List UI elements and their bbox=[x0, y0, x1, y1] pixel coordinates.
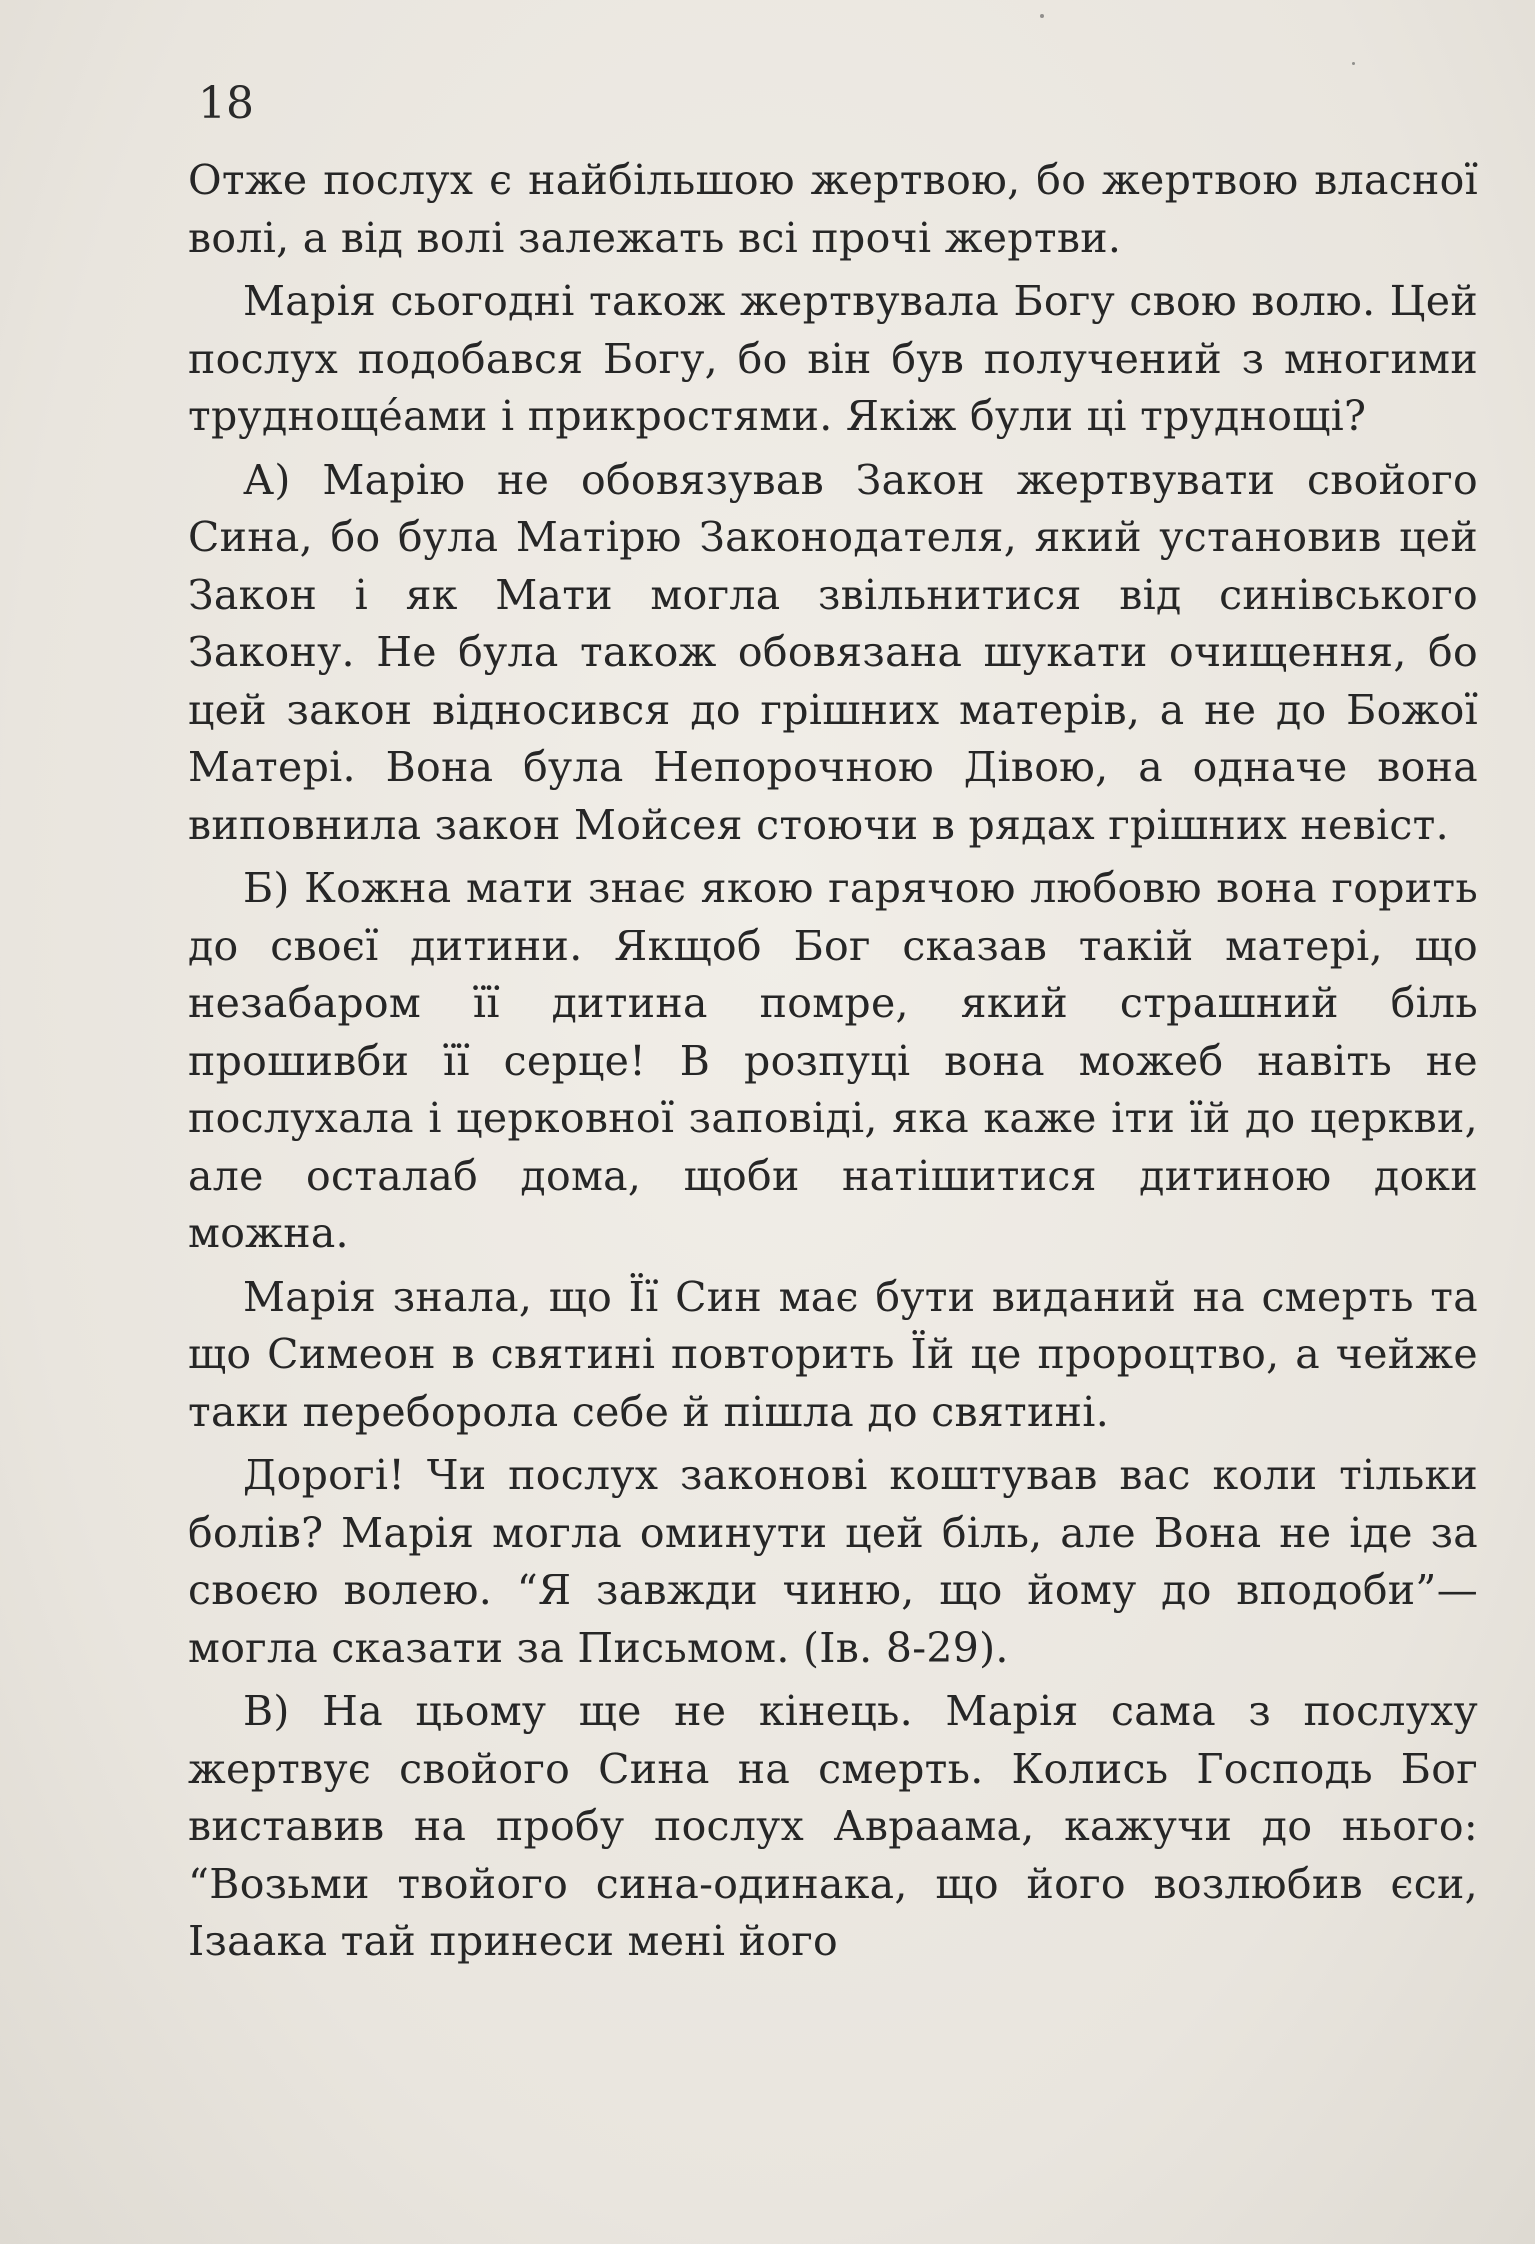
ink-speck bbox=[1352, 62, 1355, 65]
paragraph: Отже послух є найбільшою жертвою, бо жертвою власної волі, а від волі залежать всі прочі жертви. bbox=[188, 156, 1478, 262]
paragraph: Б) Кожна мати знає якою гарячою любовю вона горить до своєї дитини. Якщоб Бог сказав такій матері, що незабаром її дитина помре, який страшний біль прошивби її серце! В розпуці вона можеб навіть не послухала і церковної заповіді, яка каже іти їй до церкви, але осталаб дома, щоби натішитися дитиною доки можна. bbox=[188, 864, 1478, 1257]
page-number: 18 bbox=[198, 78, 254, 129]
body-text bbox=[188, 152, 1478, 1977]
ink-speck bbox=[1040, 14, 1044, 18]
paragraph: Марія сьогодні також жертвувала Богу свою волю. Цей послух подобався Богу, бо він був получений з многими трудноще́ами і прикростями. Якіж були ці труднощі? bbox=[188, 277, 1478, 440]
paragraph: В) На цьому ще не кінець. Марія сама з послуху жертвує свойого Сина на смерть. Колись Господь Бог виставив на пробу послух Авраама, кажучи до нього: “Возьми твойого сина-одинака, що його возлюбив єси, Ізаака тай принеси мені його bbox=[188, 1687, 1478, 1965]
paragraph: А) Марію не обовязував Закон жертвувати свойого Сина, бо була Матірю Законодателя, який установив цей Закон і як Мати могла звільнитися від синівського Закону. Не була також обовязана шукати очищення, бо цей закон відносився до грішних матерів, а не до Божої Матері. Вона була Непорочною Дівою, а одначе вона виповнила закон Мойсея стоючи в рядах грішних невіст. bbox=[188, 455, 1478, 849]
paragraph: Марія знала, що Її Син має бути виданий на смерть та що Симеон в святині повторить Їй це пророцтво, а чейже таки переборола себе й пішла до святині. bbox=[188, 1272, 1478, 1436]
paragraph: Дорогі! Чи послух законові коштував вас коли тільки болів? Марія могла оминути цей біль, але Вона не іде за своєю волею. “Я завжди чиню, що йому до вподоби”—могла сказати за Письмом. (Ів. 8-29). bbox=[188, 1451, 1478, 1672]
